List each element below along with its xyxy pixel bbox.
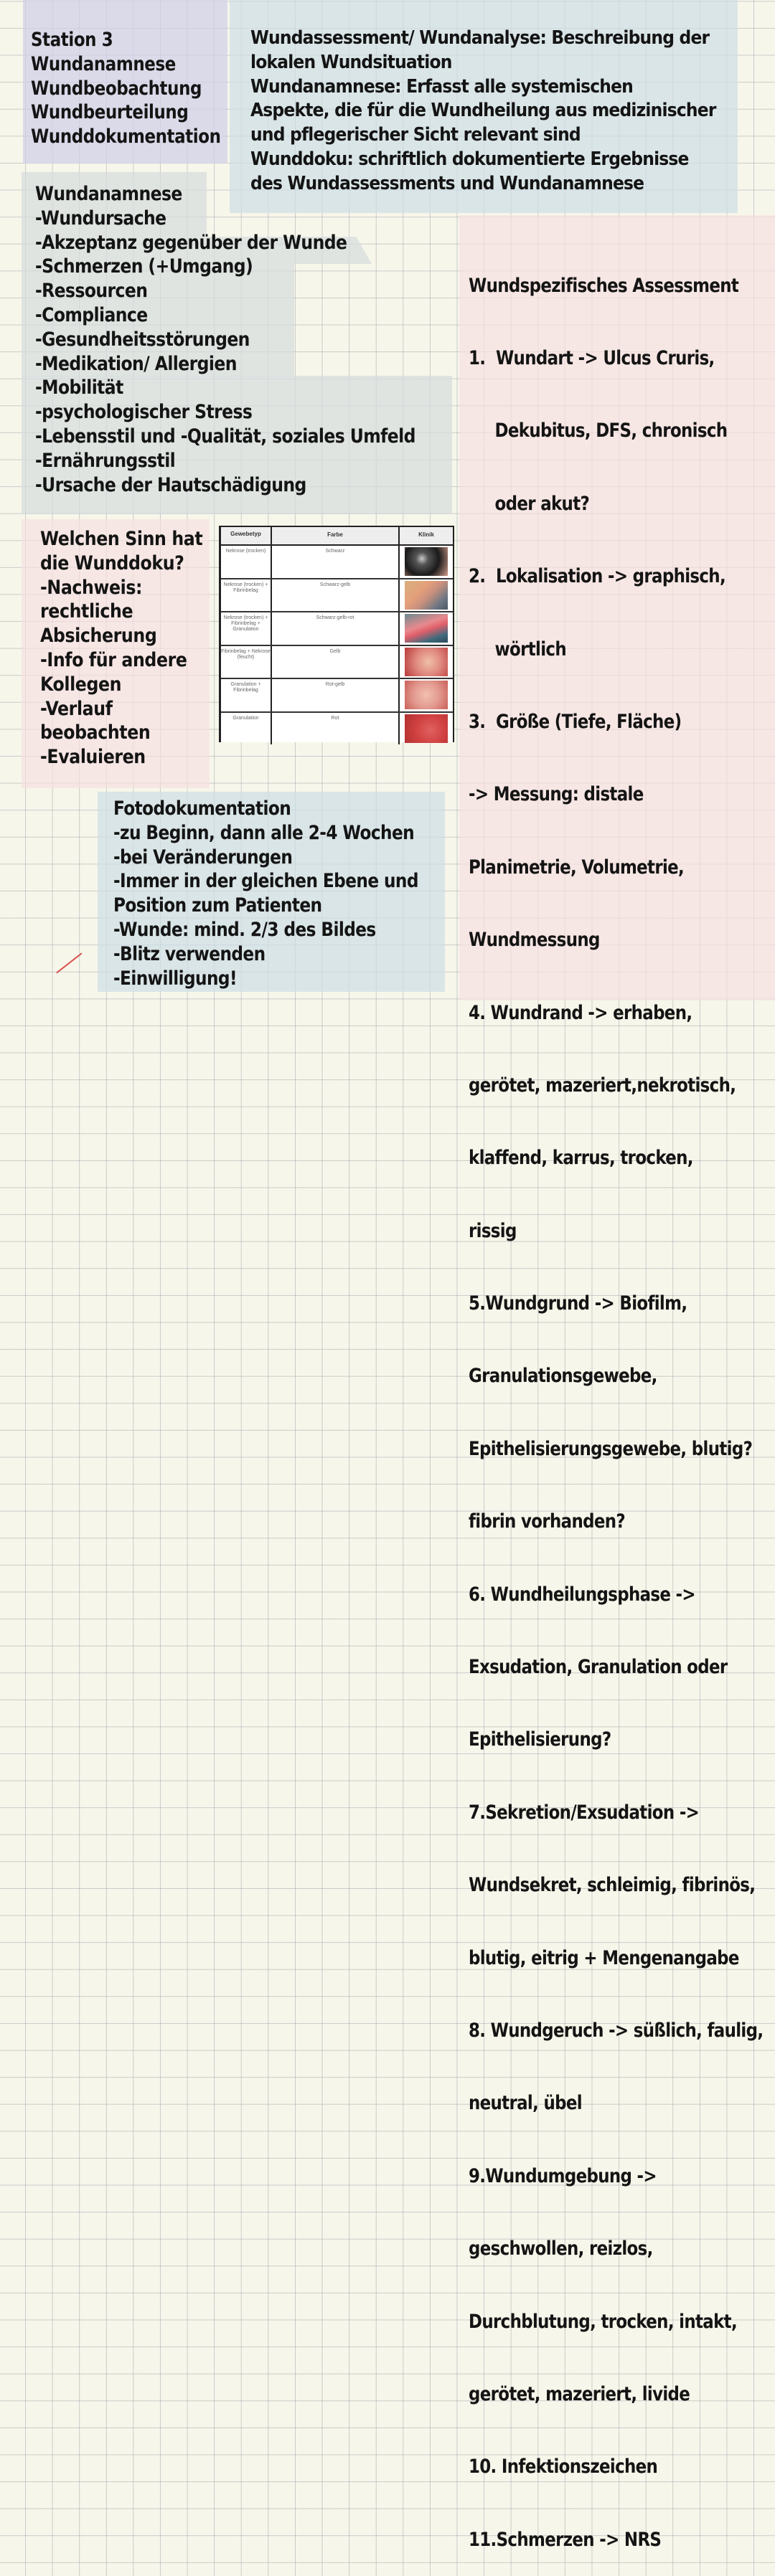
definition-line: Wundanamnese: Erfasst alle systemischen <box>250 75 634 98</box>
assessment-line: Epithelisierungsgewebe, blutig? <box>469 1437 753 1460</box>
foto-line: -Wunde: mind. 2/3 des Bildes <box>113 918 376 941</box>
cell-farbe: Rot <box>272 713 400 745</box>
anamnese-item: -Lebensstil und -Qualität, soziales Umfeld <box>35 425 415 448</box>
definition-line: Wundassessment/ Wundanalyse: Beschreibung der <box>250 27 710 49</box>
assessment-line: rissig <box>469 1219 517 1242</box>
cell-farbe: Schwarz-gelb-rot <box>272 612 400 645</box>
wound-photo-black-yellow-red <box>405 614 448 643</box>
assessment-line: Durchblutung, trocken, intakt, <box>469 2310 738 2333</box>
header-klinik: Klinik <box>418 531 434 538</box>
sinn-line: Welchen Sinn hat <box>40 528 203 550</box>
assessment-title: Wundspezifisches Assessment <box>469 274 739 297</box>
assessment-line: 10. Infektionszeichen <box>469 2456 658 2478</box>
definition-line: lokalen Wundsituation <box>250 51 452 73</box>
sinn-box <box>40 527 202 770</box>
sinn-line: rechtliche <box>40 600 133 623</box>
assessment-line: Dekubitus, DFS, chronisch <box>469 420 728 442</box>
assessment-line: 1. Wundart -> Ulcus Cruris, <box>469 346 715 369</box>
table-row <box>221 546 453 579</box>
definition-line: des Wundassessments und Wundanamnese <box>250 172 644 194</box>
definition-line: Wunddoku: schriftlich dokumentierte Ergebnisse <box>250 148 689 170</box>
assessment-line: klaffend, karrus, trocken, <box>469 1147 693 1170</box>
anamnese-box <box>35 182 415 497</box>
assessment-line: 6. Wundheilungsphase -> <box>469 1583 695 1606</box>
station-topic: Wundanamnese <box>31 52 176 75</box>
anamnese-title: Wundanamnese <box>35 183 182 205</box>
definitions-box <box>250 27 716 196</box>
anamnese-item: -Gesundheitsstörungen <box>35 328 250 351</box>
anamnese-item: -Wundursache <box>35 207 166 229</box>
station-box <box>31 28 221 149</box>
anamnese-item: -Medikation/ Allergien <box>35 352 237 375</box>
cell-gewebetyp: Nekrose (trocken) + Fibrinbelag + Granulation <box>221 612 272 645</box>
cell-farbe: Gelb <box>272 646 400 678</box>
header-farbe: Farbe <box>272 527 400 544</box>
table-row <box>221 646 453 680</box>
station-title: Station 3 <box>31 29 113 51</box>
assessment-line: Wundmessung <box>469 929 600 952</box>
foto-line: -Immer in der gleichen Ebene und <box>113 870 418 893</box>
assessment-line: gerötet, mazeriert,nekrotisch, <box>469 1074 736 1097</box>
foto-line: -zu Beginn, dann alle 2-4 Wochen <box>113 821 415 844</box>
assessment-box <box>469 225 763 2576</box>
assessment-line: Granulationsgewebe, <box>469 1365 657 1388</box>
sinn-line: die Wunddoku? <box>40 551 184 574</box>
anamnese-item: -Ursache der Hautschädigung <box>35 473 306 496</box>
table-row <box>221 579 453 613</box>
table-row <box>221 612 453 646</box>
wound-photo-black <box>405 547 448 576</box>
anamnese-item: -psychologischer Stress <box>35 401 253 424</box>
sinn-line: -Evaluieren <box>40 746 146 769</box>
header-gewebetyp: Gewebetyp <box>221 527 272 544</box>
tissue-table <box>219 526 454 742</box>
foto-box <box>113 797 418 990</box>
assessment-line: 9.Wundumgebung -> <box>469 2164 657 2187</box>
assessment-line: 11.Schmerzen -> NRS <box>469 2528 662 2551</box>
sinn-line: -Info für andere <box>40 648 187 671</box>
wound-photo-red <box>405 714 448 743</box>
anamnese-item: -Mobilität <box>35 377 123 399</box>
assessment-line: geschwollen, reizlos, <box>469 2238 653 2260</box>
station-topic: Wundbeobachtung <box>31 77 202 100</box>
pen-stroke-mark <box>56 952 83 973</box>
foto-line: -Blitz verwenden <box>113 942 266 965</box>
cell-gewebetyp: Nekrose (trocken) + Fibrinbelag <box>221 579 272 612</box>
station-topic: Wunddokumentation <box>31 126 221 148</box>
definition-line: und pflegerischer Sicht relevant sind <box>250 124 581 146</box>
foto-line: Position zum Patienten <box>113 894 322 917</box>
station-topic: Wundbeurteilung <box>31 101 189 124</box>
assessment-line: Planimetrie, Volumetrie, <box>469 856 685 879</box>
assessment-line: neutral, übel <box>469 2092 582 2115</box>
cell-gewebetyp: Granulation <box>221 713 272 745</box>
wound-photo-black-yellow <box>405 581 448 610</box>
foto-line: -bei Veränderungen <box>113 846 293 868</box>
foto-line: -Einwilligung! <box>113 967 237 990</box>
cell-gewebetyp: Nekrose (trocken) <box>221 546 272 578</box>
assessment-line: 2. Lokalisation -> graphisch, <box>469 565 726 588</box>
assessment-line: Wundsekret, schleimig, fibrinös, <box>469 1874 756 1897</box>
sinn-line: beobachten <box>40 721 151 744</box>
anamnese-item: -Compliance <box>35 303 148 326</box>
sinn-line: Kollegen <box>40 673 122 696</box>
sinn-line: Absicherung <box>40 625 157 648</box>
cell-farbe: Schwarz-gelb <box>272 579 400 612</box>
assessment-line: 7.Sekretion/Exsudation -> <box>469 1801 700 1824</box>
anamnese-item: -Akzeptanz gegenüber der Wunde <box>35 231 347 254</box>
table-header <box>221 527 453 546</box>
assessment-line: fibrin vorhanden? <box>469 1510 625 1533</box>
assessment-line: -> Messung: distale <box>469 783 644 806</box>
foto-title: Fotodokumentation <box>113 797 291 820</box>
assessment-line: Exsudation, Granulation oder <box>469 1656 728 1679</box>
assessment-line: gerötet, mazeriert, livide <box>469 2382 690 2405</box>
assessment-line: Epithelisierung? <box>469 1728 611 1751</box>
table-row <box>221 679 453 713</box>
assessment-line: 5.Wundgrund -> Biofilm, <box>469 1292 687 1315</box>
anamnese-item: -Schmerzen (+Umgang) <box>35 255 253 278</box>
definition-line: Aspekte, die für die Wundheilung aus medizinischer <box>250 100 716 122</box>
assessment-line: 3. Größe (Tiefe, Fläche) <box>469 710 682 733</box>
anamnese-item: -Ernährungsstil <box>35 449 176 472</box>
wound-photo-yellow <box>405 648 448 676</box>
assessment-line: 4. Wundrand -> erhaben, <box>469 1001 692 1024</box>
assessment-line: wörtlich <box>469 638 566 660</box>
sinn-line: -Nachweis: <box>40 576 143 599</box>
assessment-line: oder akut? <box>469 492 590 515</box>
cell-farbe: Rot-gelb <box>272 679 400 711</box>
sinn-line: -Verlauf <box>40 697 113 720</box>
assessment-line: blutig, eitrig + Mengenangabe <box>469 1946 739 1969</box>
cell-gewebetyp: Fibrinbelag + Nekrose (feucht) <box>221 646 272 678</box>
wound-photo-red-yellow <box>405 681 448 709</box>
cell-farbe: Schwarz <box>272 546 400 578</box>
table-row <box>221 713 453 745</box>
assessment-line: 8. Wundgeruch -> süßlich, faulig, <box>469 2019 764 2042</box>
cell-gewebetyp: Granulation + Fibrinbelag <box>221 679 272 711</box>
anamnese-item: -Ressourcen <box>35 280 148 303</box>
